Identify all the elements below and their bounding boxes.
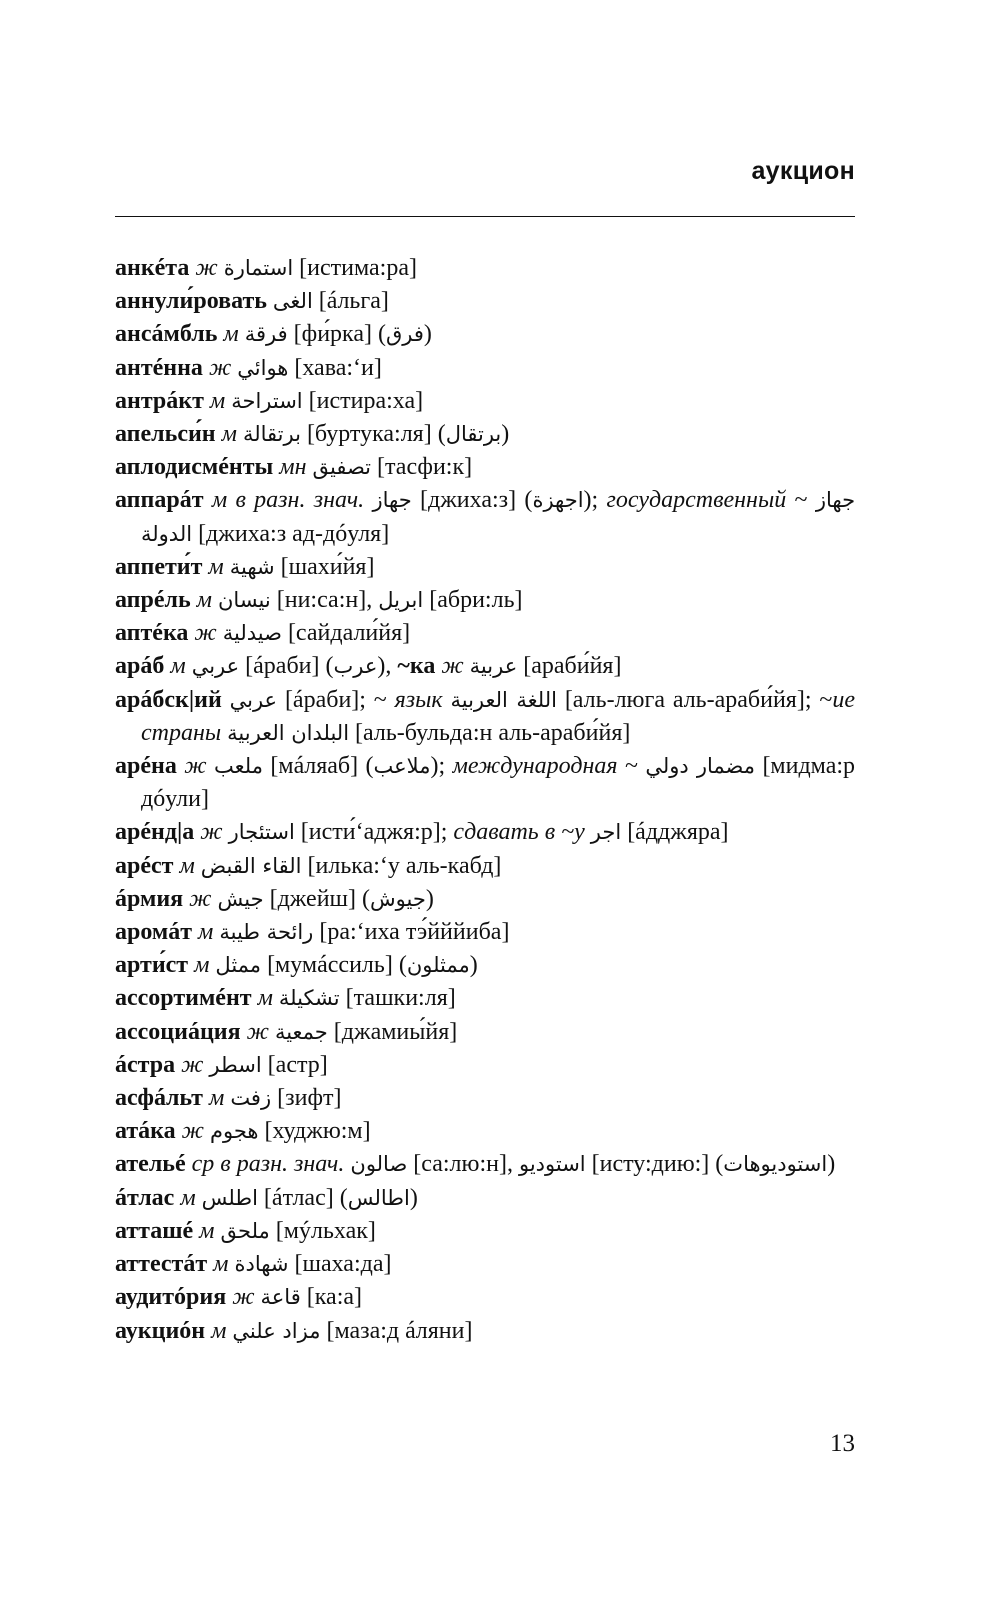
grammar-label: ж xyxy=(441,653,464,680)
entry-text: [ни:са:н], xyxy=(270,587,379,614)
grammar-label: м xyxy=(180,1184,196,1211)
entry-text: [áдджяра] xyxy=(621,819,729,846)
arabic-word: القاء القبض xyxy=(200,853,302,878)
headword: áстра xyxy=(115,1051,176,1078)
entry-text: [ка:а] xyxy=(300,1284,363,1311)
grammar-label: ж xyxy=(181,1051,204,1078)
dictionary-entry xyxy=(115,1281,855,1314)
entry-text: [илька:‘у аль-кабд] xyxy=(301,852,502,879)
dictionary-entry xyxy=(115,551,855,584)
grammar-label: м xyxy=(196,587,212,614)
headword: антрáкт xyxy=(115,387,204,414)
arabic-word: استوديوهات xyxy=(723,1152,828,1177)
grammar-label: м xyxy=(209,387,226,414)
entry-text: [áраби]; ~ xyxy=(277,686,395,713)
entry-text: [джамиы́йя] xyxy=(327,1018,458,1045)
arabic-word: زفت xyxy=(230,1086,272,1111)
dictionary-entry xyxy=(115,451,855,484)
headword: аукциóн xyxy=(115,1317,206,1344)
grammar-label: м xyxy=(221,421,237,448)
entry-text: [джейш] ( xyxy=(263,885,371,912)
arabic-word: البلدان العربية xyxy=(227,720,350,745)
headword: аттестáт xyxy=(115,1251,208,1278)
grammar-label: м xyxy=(223,321,239,348)
headword: апрéль xyxy=(115,587,191,614)
arabic-word: اللغة العربية xyxy=(450,687,557,712)
grammar-label: м xyxy=(179,852,195,879)
grammar-label: м xyxy=(208,1085,225,1112)
arabic-word: عرب xyxy=(333,654,378,679)
entry-text: [зифт] xyxy=(271,1085,342,1112)
arabic-word: ممثل xyxy=(215,953,262,978)
arabic-word: ابريل xyxy=(378,588,424,613)
entry-text: ) xyxy=(409,1184,418,1211)
arabic-word: رائحة طيبة xyxy=(219,920,314,945)
grammar-label: ср в разн. знач. xyxy=(191,1151,345,1178)
grammar-label: ж xyxy=(232,1284,255,1311)
grammar-label: м xyxy=(257,985,273,1012)
arabic-word: اطالس xyxy=(347,1185,410,1210)
entry-text: [астр] xyxy=(261,1051,328,1078)
dictionary-entry xyxy=(115,750,855,816)
entry-text: ), xyxy=(377,653,398,680)
headword: арти́ст xyxy=(115,952,189,979)
entry-text: [мýльхак] xyxy=(269,1217,376,1244)
dictionary-entry xyxy=(115,318,855,351)
entry-text: ) xyxy=(425,885,434,912)
dictionary-entry xyxy=(115,285,855,318)
header-rule xyxy=(115,216,855,217)
arabic-word: مزاد علني xyxy=(232,1318,321,1343)
arabic-word: الغى xyxy=(272,289,313,314)
grammar-label: м xyxy=(211,1317,227,1344)
dictionary-entry xyxy=(115,1016,855,1049)
headword: аромáт xyxy=(115,919,193,946)
grammar-label: ж xyxy=(246,1018,269,1045)
grammar-label: м xyxy=(170,653,186,680)
headword: апельси́н xyxy=(115,421,216,448)
arabic-word: شهادة xyxy=(234,1252,289,1277)
entry-text: [ра:‘иха тэ́йййиба] xyxy=(313,919,510,946)
entry-text: ) xyxy=(827,1151,836,1178)
entry-text: [абри:ль] xyxy=(423,587,523,614)
arabic-word: صيدلية xyxy=(222,621,282,646)
entry-text: ) xyxy=(501,421,510,448)
grammar-label: ж xyxy=(208,354,232,381)
arabic-word: استمارة xyxy=(223,256,294,280)
arabic-word: عربية xyxy=(469,654,518,679)
dictionary-entry xyxy=(115,816,855,849)
grammar-label: м в разн. знач. xyxy=(211,487,365,514)
entry-text: [истира:ха] xyxy=(302,387,424,414)
headword: арéст xyxy=(115,852,174,879)
entry-text: [исти́‘аджя:р]; xyxy=(294,819,454,846)
grammar-label: ие страны xyxy=(141,686,855,746)
headword: атáка xyxy=(115,1118,176,1145)
grammar-label: ж xyxy=(200,819,223,846)
entry-text: [áльга] xyxy=(312,288,389,315)
entry-text: [сайдали́йя] xyxy=(281,620,411,647)
arabic-word: جيوش xyxy=(370,886,426,911)
headword: арáбск|ий xyxy=(115,686,222,713)
headword: аппети́т xyxy=(115,553,203,580)
dictionary-entry xyxy=(115,1082,855,1115)
arabic-word: ملعب xyxy=(214,754,263,779)
entry-text: [хава:‘и] xyxy=(288,354,382,381)
dictionary-entry xyxy=(115,684,855,750)
dictionary-entry xyxy=(115,1315,855,1348)
grammar-label: ж xyxy=(194,620,217,647)
entry-text: ); xyxy=(430,753,453,780)
arabic-word: صالون xyxy=(350,1152,408,1177)
grammar-label: сдавать в ~у xyxy=(453,819,585,846)
entry-text: ~ xyxy=(786,487,816,514)
grammar-label: ж xyxy=(195,255,218,281)
dictionary-entry xyxy=(115,385,855,418)
entry-text: ) xyxy=(469,952,478,979)
dictionary-entry xyxy=(115,1148,855,1181)
headword: арáб xyxy=(115,653,165,680)
grammar-label: мн xyxy=(279,454,307,481)
arabic-word: نيسان xyxy=(218,588,271,613)
arabic-word: جهاز الدولة xyxy=(141,488,856,546)
grammar-label: м xyxy=(199,1217,215,1244)
dictionary-entry xyxy=(115,252,855,285)
entry-text: [мумáссиль] ( xyxy=(261,952,407,979)
headword: антéнна xyxy=(115,354,203,381)
arabic-word: شهية xyxy=(229,554,275,579)
entry-text: [са:лю:н], xyxy=(407,1151,519,1178)
dictionary-entry xyxy=(115,949,855,982)
arabic-word: استئجار xyxy=(228,820,295,845)
arabic-word: تشكيلة xyxy=(278,986,340,1011)
derived-headword: ~ка xyxy=(397,653,436,680)
dictionary-entry xyxy=(115,1215,855,1248)
dictionary-entry xyxy=(115,584,855,617)
dictionary-entry xyxy=(115,916,855,949)
grammar-label: ж xyxy=(189,885,212,912)
arabic-word: اسطر xyxy=(209,1052,262,1077)
arabic-word: برتقالة xyxy=(242,422,301,447)
page-number: 13 xyxy=(830,1430,855,1457)
entry-text: [тасфи:к] xyxy=(371,454,473,481)
grammar-label: м xyxy=(208,553,224,580)
headword: ансáмбль xyxy=(115,321,218,348)
dictionary-entry xyxy=(115,1115,855,1148)
headword: аппарáт xyxy=(115,487,204,514)
dictionary-entry xyxy=(115,352,855,385)
entry-text: [аль-бульда:н аль-араби́йя] xyxy=(349,719,631,746)
grammar-label: м xyxy=(194,952,210,979)
entry-text: [буртука:ля] ( xyxy=(300,421,446,448)
entry-text: [áтлас] ( xyxy=(257,1184,348,1211)
headword: арéна xyxy=(115,753,177,780)
entry-text: [мидма:р дóули] xyxy=(141,753,856,813)
arabic-word: فرقة xyxy=(244,322,288,347)
arabic-word: جمعية xyxy=(274,1019,328,1044)
grammar-label: язык xyxy=(394,686,443,713)
entry-text xyxy=(207,753,214,779)
headword: ассортимéнт xyxy=(115,985,252,1012)
entry-text: [áраби] ( xyxy=(239,653,334,680)
arabic-word: تصفيق xyxy=(312,455,372,480)
entry-text: [худжю:м] xyxy=(258,1118,371,1145)
entry-text: ); xyxy=(583,487,607,514)
dictionary-entry xyxy=(115,883,855,916)
arabic-word: اطلس xyxy=(201,1185,258,1210)
headword: áтлас xyxy=(115,1184,175,1211)
grammar-label: международная xyxy=(452,753,618,780)
arabic-word: عربي xyxy=(229,687,278,712)
entry-text xyxy=(222,687,230,713)
grammar-label: ж xyxy=(184,753,207,780)
arabic-word: هجوم xyxy=(209,1119,259,1144)
dictionary-entry xyxy=(115,418,855,451)
headword: анкéта xyxy=(115,255,190,281)
grammar-label: ж xyxy=(181,1118,204,1145)
entry-text xyxy=(364,487,372,513)
arabic-word: جيش xyxy=(217,886,264,911)
entry-text: [ташки:ля] xyxy=(339,985,456,1012)
arabic-word: مضمار دولي xyxy=(645,754,756,779)
arabic-word: برتقال xyxy=(445,422,502,447)
entry-text: [мáляаб] ( xyxy=(262,753,374,780)
headword: аптéка xyxy=(115,620,189,647)
arabic-word: ملحق xyxy=(220,1218,270,1243)
headword: аннули́ровать xyxy=(115,288,267,315)
arabic-word: قاعة xyxy=(260,1285,301,1310)
running-head: аукцион xyxy=(751,157,855,185)
grammar-label: м xyxy=(198,919,214,946)
arabic-word: استراحة xyxy=(231,388,303,413)
dictionary-entry xyxy=(115,982,855,1015)
headword: áрмия xyxy=(115,885,184,912)
entry-text: ~ xyxy=(617,753,646,780)
entry-text: [исту:дию:] ( xyxy=(585,1151,724,1178)
arabic-word: جهاز xyxy=(372,488,412,513)
grammar-label: м xyxy=(213,1251,229,1278)
headword: асфáльт xyxy=(115,1085,203,1112)
arabic-word: ملاعب xyxy=(373,754,431,779)
headword: арéнд|а xyxy=(115,819,195,846)
dictionary-entry xyxy=(115,1049,855,1082)
arabic-word: هوائي xyxy=(237,355,289,380)
entry-text: [араби́йя] xyxy=(517,653,622,680)
entry-text: [джиха:з ад-дóуля] xyxy=(192,520,390,547)
entry-text: [джиха:з] ( xyxy=(411,487,533,514)
arabic-word: اجر xyxy=(590,820,622,845)
dictionary-entry xyxy=(115,1248,855,1281)
entry-text: [шахи́йя] xyxy=(274,553,375,580)
dictionary-entry xyxy=(115,617,855,650)
entry-text: [аль-люга аль-араби́йя]; ~ xyxy=(556,686,833,713)
dictionary-entry xyxy=(115,484,855,550)
entry-text: [маза:д áляни] xyxy=(320,1317,473,1344)
entry-text: [фи́рка] ( xyxy=(287,321,386,348)
dictionary-entry xyxy=(115,850,855,883)
headword: атташé xyxy=(115,1217,194,1244)
arabic-word: فرق xyxy=(385,322,424,347)
arabic-word: استوديو xyxy=(518,1152,586,1177)
entry-list xyxy=(115,252,855,1348)
dictionary-entry xyxy=(115,1182,855,1215)
grammar-label: государственный xyxy=(606,487,787,514)
arabic-word: اجهزة xyxy=(532,488,584,513)
entry-text: [истима:ра] xyxy=(293,255,417,281)
headword: аплодисмéнты xyxy=(115,454,274,481)
headword: ательé xyxy=(115,1151,186,1178)
dictionary-entry xyxy=(115,650,855,683)
arabic-word: ممثلون xyxy=(406,953,470,978)
headword: ассоциáция xyxy=(115,1018,241,1045)
entry-text: ) xyxy=(423,321,432,348)
arabic-word: عربي xyxy=(191,654,240,679)
headword: аудитóрия xyxy=(115,1284,227,1311)
entry-text: [шаха:да] xyxy=(288,1251,392,1278)
